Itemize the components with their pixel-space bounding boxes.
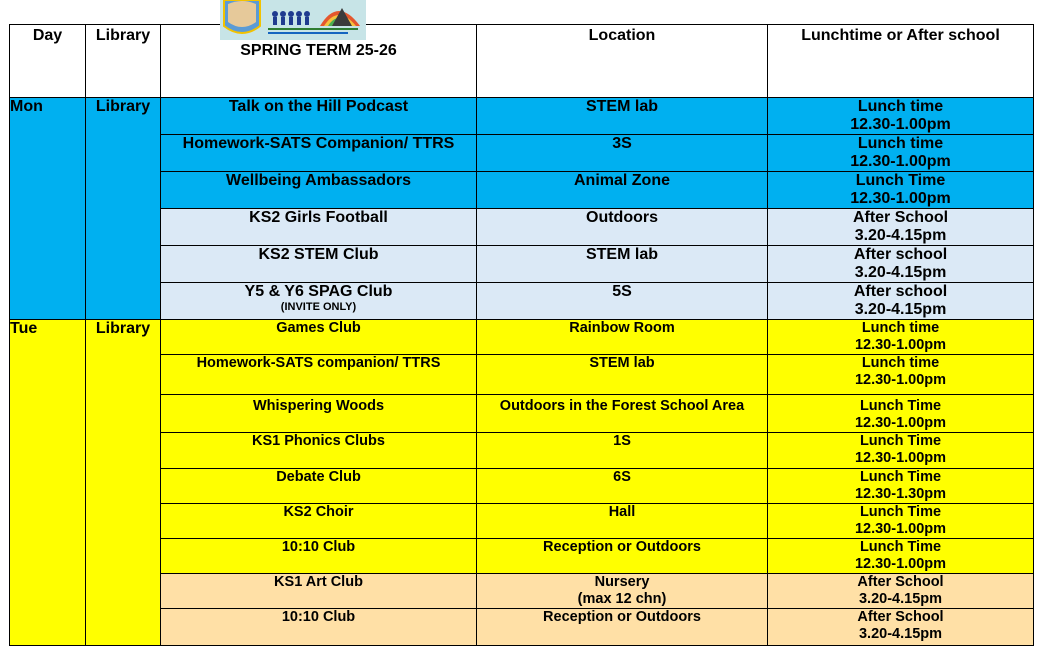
table-row — [10, 246, 1034, 283]
club-time — [768, 172, 1034, 209]
club-time — [768, 574, 1034, 609]
table-row — [10, 609, 1034, 646]
header-row — [10, 25, 1034, 98]
table-row — [10, 172, 1034, 209]
time-type: Lunch time — [861, 355, 940, 371]
club-location: 1S — [477, 433, 768, 469]
day-monday: Mon — [10, 98, 86, 320]
table-row — [10, 209, 1034, 246]
time-range: 12.30-1.00pm — [854, 556, 947, 572]
club-time — [768, 98, 1034, 135]
club-time — [768, 355, 1034, 395]
table-row — [10, 320, 1034, 355]
club-time — [768, 504, 1034, 539]
club-name — [161, 283, 477, 320]
club-name: Homework-SATS companion/ TTRS — [161, 355, 477, 395]
time-range: 3.20-4.15pm — [858, 626, 943, 642]
club-title: Y5 & Y6 SPAG Club — [244, 283, 393, 300]
time-range: 3.20-4.15pm — [854, 301, 947, 318]
club-location: Animal Zone — [477, 172, 768, 209]
time-range: 12.30-1.00pm — [854, 450, 947, 466]
club-location: Reception or Outdoors — [477, 539, 768, 574]
table-row — [10, 283, 1034, 320]
time-range: 12.30-1.00pm — [850, 153, 951, 170]
time-range: 12.30-1.00pm — [854, 415, 947, 431]
time-range: 12.30-1.30pm — [854, 486, 947, 502]
time-type: Lunch time — [861, 320, 940, 336]
school-logo — [220, 0, 366, 42]
school-logo-icon — [220, 0, 366, 40]
club-name: Debate Club — [161, 469, 477, 504]
club-name: Talk on the Hill Podcast — [161, 98, 477, 135]
time-type: After School — [852, 209, 949, 226]
table-row — [10, 469, 1034, 504]
time-range: 12.30-1.00pm — [854, 337, 947, 353]
clubs-timetable — [9, 24, 1034, 646]
time-type: After school — [853, 283, 948, 300]
club-name: KS1 Art Club — [161, 574, 477, 609]
time-type: Lunch time — [857, 135, 944, 152]
time-type: Lunch Time — [859, 469, 942, 485]
club-time — [768, 246, 1034, 283]
club-location: STEM lab — [477, 98, 768, 135]
club-location: Reception or Outdoors — [477, 609, 768, 646]
time-range: 12.30-1.00pm — [850, 116, 951, 133]
time-type: Lunch Time — [859, 433, 942, 449]
table-row — [10, 433, 1034, 469]
club-note: (INVITE ONLY) — [280, 301, 357, 313]
club-name: Wellbeing Ambassadors — [161, 172, 477, 209]
club-location: Outdoors in the Forest School Area — [477, 395, 768, 433]
club-name: KS2 Choir — [161, 504, 477, 539]
table-row — [10, 539, 1034, 574]
time-type: After school — [853, 246, 948, 263]
time-range: 12.30-1.00pm — [850, 190, 951, 207]
club-time — [768, 209, 1034, 246]
time-type: Lunch Time — [859, 504, 942, 520]
time-type: After School — [857, 609, 944, 625]
header-library: Library — [86, 25, 161, 98]
time-type: Lunch Time — [859, 398, 942, 414]
club-location: 3S — [477, 135, 768, 172]
club-time — [768, 433, 1034, 469]
club-name: KS2 Girls Football — [161, 209, 477, 246]
club-location: STEM lab — [477, 246, 768, 283]
club-time — [768, 320, 1034, 355]
table-row — [10, 504, 1034, 539]
table-row — [10, 355, 1034, 395]
club-name: 10:10 Club — [161, 539, 477, 574]
table-row — [10, 135, 1034, 172]
club-name: Whispering Woods — [161, 395, 477, 433]
club-time — [768, 395, 1034, 433]
club-location: Outdoors — [477, 209, 768, 246]
club-name: Games Club — [161, 320, 477, 355]
table-row — [10, 98, 1034, 135]
club-location: Hall — [477, 504, 768, 539]
club-name: KS2 STEM Club — [161, 246, 477, 283]
time-range: 12.30-1.00pm — [854, 372, 947, 388]
time-type: Lunch Time — [859, 539, 942, 555]
table-row — [10, 395, 1034, 433]
club-name: Homework-SATS Companion/ TTRS — [161, 135, 477, 172]
time-range: 3.20-4.15pm — [858, 591, 943, 607]
time-type: Lunch Time — [855, 172, 946, 189]
location-name: Nursery — [594, 574, 650, 590]
time-range: 3.20-4.15pm — [854, 264, 947, 281]
club-time — [768, 135, 1034, 172]
header-location: Location — [477, 25, 768, 98]
club-location: 6S — [477, 469, 768, 504]
location-note: (max 12 chn) — [577, 591, 667, 607]
club-location: Rainbow Room — [477, 320, 768, 355]
club-location: STEM lab — [477, 355, 768, 395]
time-range: 12.30-1.00pm — [854, 521, 947, 537]
table-row — [10, 574, 1034, 609]
header-term: SPRING TERM 25-26 — [161, 25, 477, 98]
header-day: Day — [10, 25, 86, 98]
time-type: Lunch time — [857, 98, 944, 115]
time-type: After School — [857, 574, 944, 590]
club-name: 10:10 Club — [161, 609, 477, 646]
day-tuesday: Tue — [10, 320, 86, 646]
club-time — [768, 283, 1034, 320]
library-monday: Library — [86, 98, 161, 320]
header-time: Lunchtime or After school — [768, 25, 1034, 98]
club-time — [768, 539, 1034, 574]
library-tuesday: Library — [86, 320, 161, 646]
time-range: 3.20-4.15pm — [854, 227, 947, 244]
club-name: KS1 Phonics Clubs — [161, 433, 477, 469]
club-location — [477, 574, 768, 609]
club-time — [768, 469, 1034, 504]
club-location: 5S — [477, 283, 768, 320]
club-time — [768, 609, 1034, 646]
